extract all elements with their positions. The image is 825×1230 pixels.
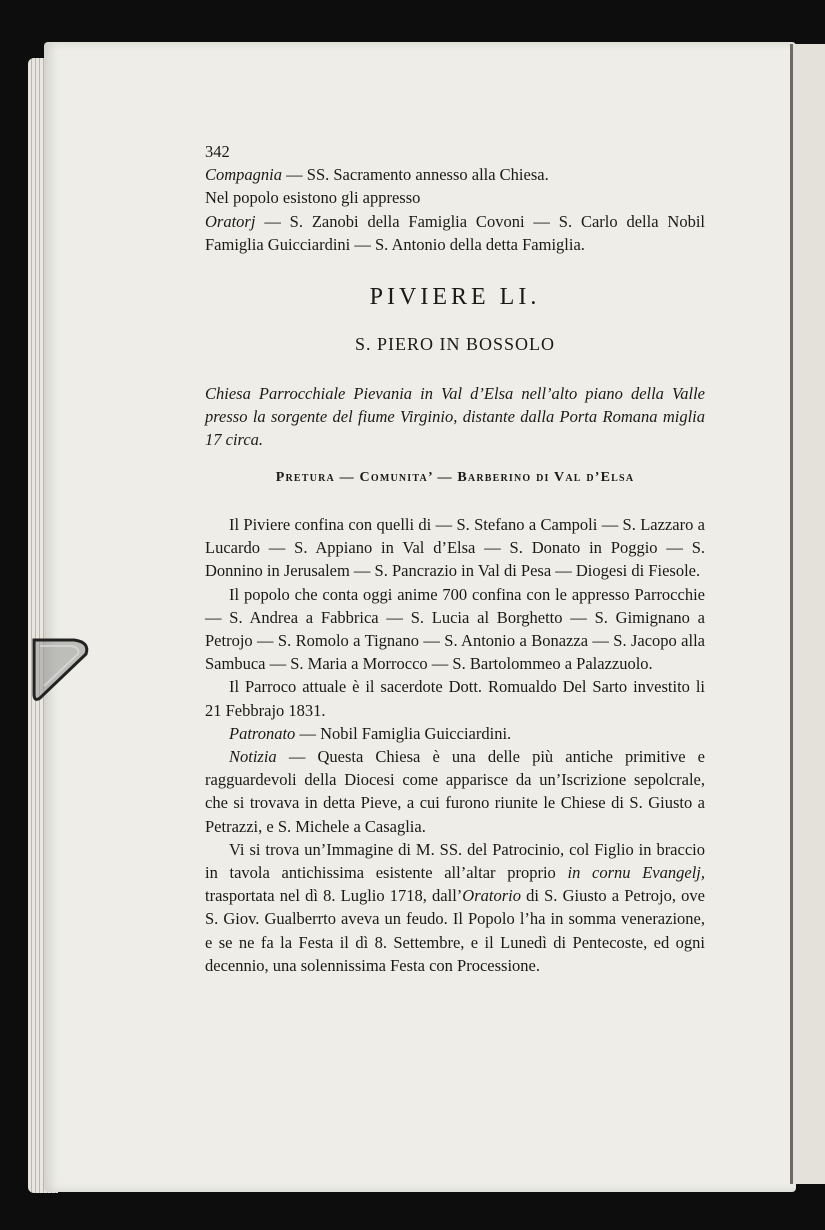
page-content (205, 140, 705, 977)
jurisdiction-subheading: Pretura — Comunita’ — Barberino di Val d’Elsa (275, 470, 635, 486)
section-heading: PIVIERE LI. (369, 284, 541, 311)
paragraph-immagine (205, 838, 705, 977)
compagnia-text: — SS. Sacramento annesso alla Chiesa. (286, 165, 549, 185)
compagnia-label: Compagnia (205, 165, 283, 185)
facing-page (790, 44, 825, 1184)
clip-icon (30, 632, 92, 704)
page-number: 342 (205, 142, 230, 161)
notizia-text: — Questa Chiesa è una delle più antiche primitive e ragguardevoli della Diocesi come apparisce da un’Iscrizione sepolcrale, che si trovava in detta Pieve, a cui furono riunite le Chiese di S. Giusto a Petrazzi, e S. Michele a Casaglia. (205, 747, 705, 836)
paragraph-parroco: Il Parroco attuale è il sacerdote Dott. Romualdo Del Sarto investito li 21 Febbrajo 1831. (205, 677, 705, 720)
paragraph-patronato (205, 722, 705, 745)
immagine-text-c: di S. Giusto a Petrojo, ove S. Giov. Gualberrto aveva un feudo. Il Popolo l’ha in somma venerazione, e se ne fa la Festa il dì 8. Settembre, e il Lunedì di Pentecoste, ed ogni decennio, una solennissima Festa con Processione. (205, 886, 705, 975)
notizia-label: Notizia (229, 747, 277, 767)
body-text (205, 513, 705, 977)
immagine-italic-b: Oratorio (462, 886, 521, 906)
oratorj-text: — S. Zanobi della Famiglia Covoni — S. Carlo della Nobil Famiglia Guicciardini — S. Antonio della detta Famiglia. (205, 211, 705, 254)
paragraph-notizia (205, 745, 705, 838)
immagine-text-a: Vi si trova un’Immagine di M. SS. del Patrocinio, col Figlio in braccio in tavola antichissima esistente all’altar proprio (205, 839, 705, 883)
paragraph-confini: Il Piviere confina con quelli di — S. Stefano a Campoli — S. Lazzaro a Lucardo — S. Appiano in Val d’Elsa — S. Donato in Poggio — S. Donnino in Jerusalem — S. Pancrazio in Val di Pesa — Diogesi di Fiesole. (205, 515, 705, 581)
page-gutter (790, 44, 793, 1184)
patronato-text: — Nobil Famiglia Guicciardini. (299, 723, 512, 743)
immagine-italic-a: in cornu Evangelj, (567, 863, 705, 883)
oratorj-line (205, 210, 705, 256)
immagine-text-b: trasportata nel dì 8. Luglio 1718, dall’ (205, 886, 463, 906)
patronato-label: Patronato (229, 723, 296, 743)
paragraph-popolo: Il popolo che conta oggi anime 700 confina con le appresso Parrocchie — S. Andrea a Fabbrica — S. Lucia al Borghetto — S. Gimignano a Petrojo — S. Romolo a Tignano — S. Antonio a Bonazza — S. Jacopo alla Sambuca — S. Maria a Morrocco — S. Bartolommeo a Palazzuolo. (205, 584, 705, 674)
church-title: S. PIERO IN BOSSOLO (354, 334, 556, 355)
oratorj-label: Oratorj (205, 211, 256, 231)
popolo-line: Nel popolo esistono gli appresso (205, 188, 421, 208)
compagnia-line (205, 163, 705, 186)
church-description: Chiesa Parrocchiale Pievania in Val d’Elsa nell’alto piano della Valle presso la sorgente del fiume Virginio, distante dalla Porta Romana miglia 17 circa. (205, 384, 705, 450)
